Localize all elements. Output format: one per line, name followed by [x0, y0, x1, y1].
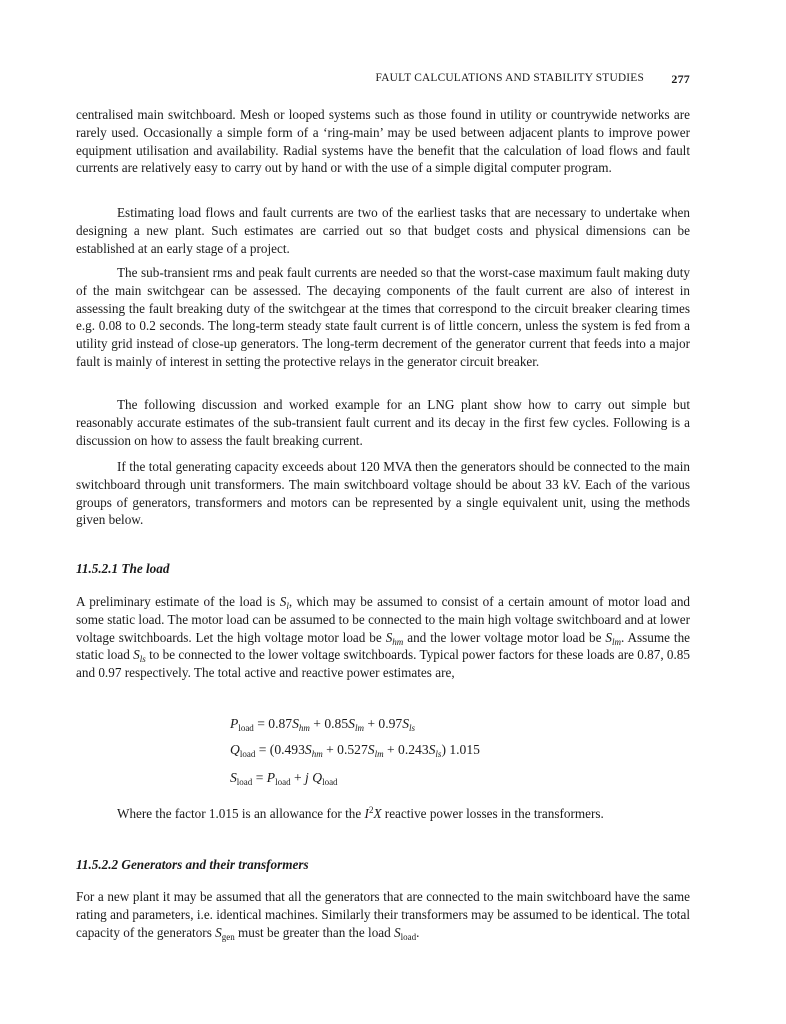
paragraph-4: The following discussion and worked example for an LNG plant show how to carry out simple but reasonably accurate estimates of the sub-transient fault current and its decay in the first few cycles. Following is a discussion on how to assess the fault breaking current.: [76, 397, 690, 448]
paragraph-3: The sub-transient rms and peak fault currents are needed so that the worst-case maximum fault making duty of the main switchgear can be assessed. The decaying components of the fault current are also of interest in assessing the fault breaking duty of the switchgear at the times that correspond to the circuit breaker clearing times e.g. 0.08 to 0.2 seconds. The long-term steady state fault current is of little concern, unless the system is fed from a utility grid instead of close-up generators. The long-term decrement of the generator current that feeds into a major fault is mainly of interest in setting the protective relays in the generator circuit breaker.: [76, 265, 690, 369]
section-heading-load: 11.5.2.1 The load: [76, 561, 170, 576]
paragraph-1: centralised main switchboard. Mesh or looped systems such as those found in utility or countrywide networks are rarely used. Occasionally a simple form of a ‘ring-main’ may be used between adjacent plants to improve power equipment utilisation and availability. Radial systems have the benefit that the calculation of load flows and fault currents are relatively easy to carry out by hand or with the use of a simple digital computer program.: [76, 107, 690, 176]
paragraph-5: If the total generating capacity exceeds about 120 MVA then the generators should be connected to the main switchboard through unit transformers. The main switchboard voltage should be about 33 kV. Each of the various groups of generators, transformers and motors can be represented by a single equivalent unit, using the methods given below.: [76, 459, 690, 528]
factor-note: Where the factor 1.015 is an allowance for the $I^2X$ reactive power losses in the transformers.: [117, 805, 604, 821]
page-number: 277: [671, 72, 690, 86]
running-header-title: FAULT CALCULATIONS AND STABILITY STUDIES: [375, 72, 644, 84]
running-header: [76, 72, 690, 88]
paragraph-2: Estimating load flows and fault currents are two of the earliest tasks that are necessary to undertake when designing a new plant. Such estimates are carried out so that budget costs and physical dimensions can be established at an early stage of a project.: [76, 205, 690, 256]
equation-s-load: $S_{load} = P_{load} + j$ $Q_{load}$: [230, 770, 338, 787]
load-paragraph: A preliminary estimate of the load is $S_l$, which may be assumed to consist of a certain amount of motor load and some static load. The motor load can be assumed to be connected to the main high voltage switchboard and at lower voltage switchboards. Let the high voltage motor load be $S_{hm}$ and the lower voltage motor load be $S_{lm}$. Assume the static load $S_{ls}$ to be connected to the lower voltage switchboards. Typical power factors for these loads are 0.87, 0.85 and 0.97 respectively. The total active and reactive power estimates are,: [76, 594, 691, 681]
section-heading-generators: 11.5.2.2 Generators and their transformers: [76, 857, 309, 872]
generators-paragraph: For a new plant it may be assumed that all the generators that are connected to the main switchboard have the same rating and parameters, i.e. identical machines. Similarly their transformers may be assumed to be identical. The total capacity of the generators $S_{gen}$ must be greater than the load $S_{load}$.: [76, 889, 690, 942]
equation-q-load: $Q_{load} = (0.493S_{hm} + 0.527S_{lm} + 0.243S_{ls})$ 1.015: [230, 742, 480, 759]
equation-p-load: $P_{load} = 0.87S_{hm} + 0.85S_{lm} + 0.97S_{ls}$: [230, 716, 416, 733]
